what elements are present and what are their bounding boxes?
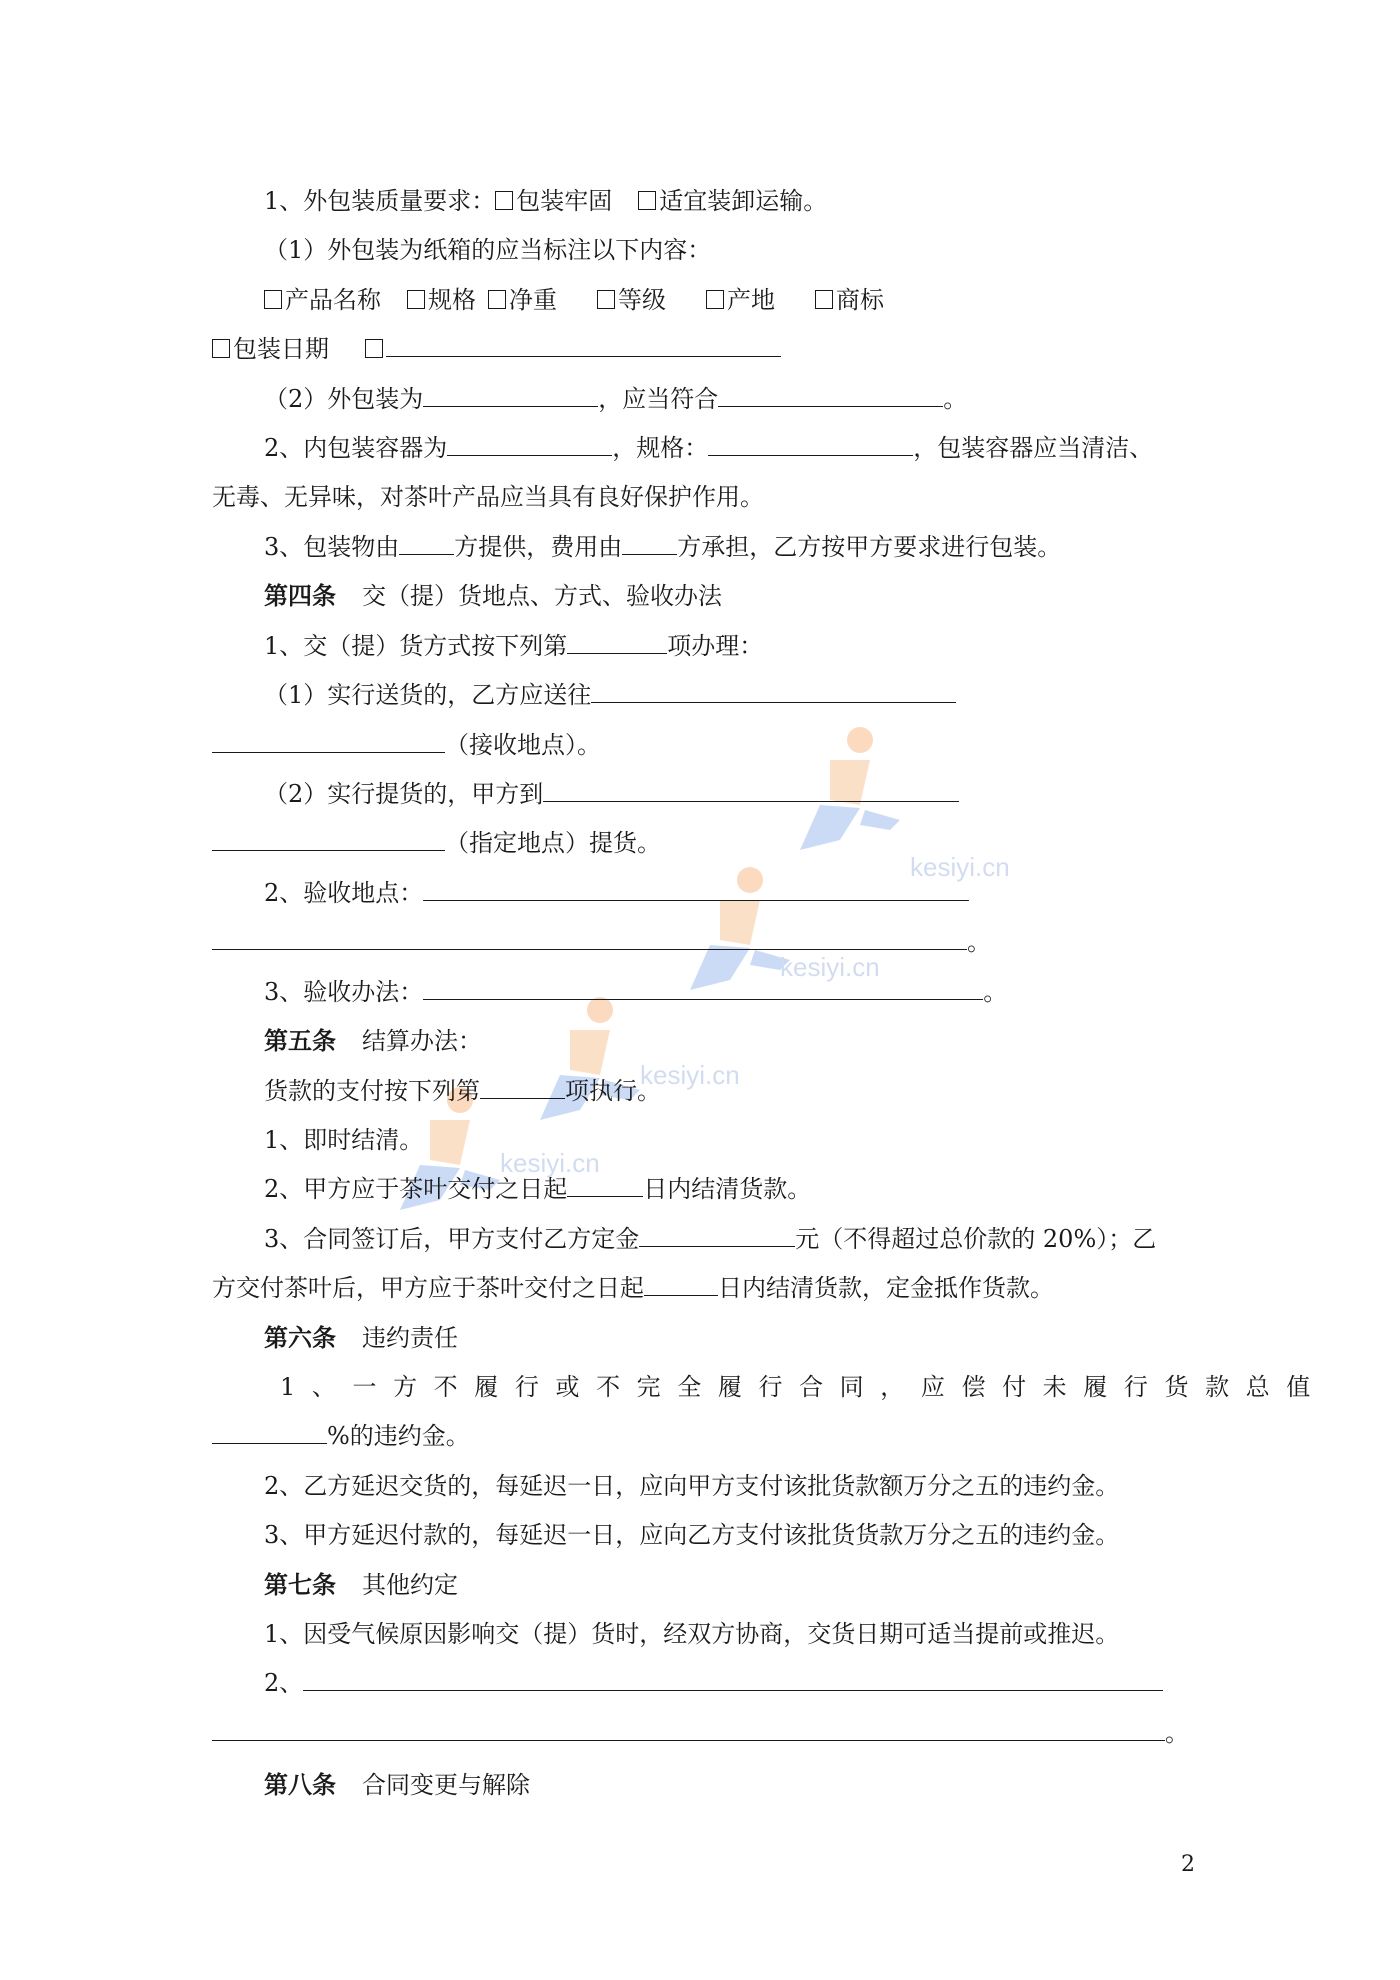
checkbox[interactable] <box>365 339 383 358</box>
clause-5-heading <box>264 1026 482 1056</box>
checkbox-label: 净重 <box>509 286 557 314</box>
checkbox-label: 包装日期 <box>233 335 329 363</box>
outer-packaging-label: （2）外包装为 <box>264 385 424 413</box>
checkbox[interactable] <box>706 290 724 309</box>
payment-item1-line <box>264 1125 423 1155</box>
payment-intro-tail: 项执行。 <box>565 1077 661 1105</box>
payment-item3-line <box>264 1224 1156 1254</box>
penalty-percent-blank[interactable] <box>212 1421 327 1444</box>
delivery-method-tail: 项办理： <box>667 632 764 660</box>
label-options-row1 <box>264 285 884 315</box>
packaging-quality-line <box>264 186 827 216</box>
delivery-sub1-line2 <box>212 730 601 760</box>
checkbox-label: 适宜装卸运输。 <box>659 187 828 215</box>
deposit-amount-blank[interactable] <box>639 1224 795 1247</box>
payment-item1-text: 1、即时结清。 <box>264 1126 424 1154</box>
settlement-days-blank[interactable] <box>567 1174 643 1197</box>
inner-container-requirement: 无毒、无异味，对茶叶产品应当具有良好保护作用。 <box>212 483 764 511</box>
packaging-material-text: 方承担，乙方按甲方要求进行包装。 <box>677 533 1062 561</box>
outer-packaging-standard-label: ，应当符合 <box>598 385 719 413</box>
breach-item1-text: 1、一方不履行或不完全履行合同，应偿付未履行货款总值 <box>280 1373 1327 1401</box>
checkbox[interactable] <box>815 290 833 309</box>
checkbox-label: 包装牢固 <box>516 187 613 215</box>
packaging-material-label: 3、包装物由 <box>264 533 400 561</box>
payment-intro-line <box>264 1076 661 1106</box>
delivery-sub1-text: （1）实行送货的，乙方应送往 <box>264 681 592 709</box>
designated-place-label: （指定地点）提货。 <box>445 829 661 857</box>
watermark-text: kesiyi.cn <box>640 1060 740 1090</box>
delivery-option-blank[interactable] <box>567 631 667 654</box>
payment-intro-label: 货款的支付按下列第 <box>264 1077 480 1105</box>
carton-labeling-line <box>264 235 711 265</box>
payment-item3-label: 3、合同签订后，甲方支付乙方定金 <box>264 1225 640 1253</box>
delivery-method-line <box>264 631 763 661</box>
clause-title: 其他约定 <box>362 1571 458 1599</box>
checkbox[interactable] <box>597 290 615 309</box>
payment-item3-line2-tail: 日内结清货款，定金抵作货款。 <box>718 1274 1054 1302</box>
clause-4-heading <box>264 581 722 611</box>
designated-place-blank[interactable] <box>212 828 445 851</box>
pickup-address-blank[interactable] <box>543 779 959 802</box>
watermark-text: kesiyi.cn <box>500 1148 600 1178</box>
payment-item2-label: 2、甲方应于茶叶交付之日起 <box>264 1175 568 1203</box>
breach-item1-line2 <box>212 1421 470 1451</box>
cost-bearer-blank[interactable] <box>622 532 677 555</box>
other-label-blank[interactable] <box>386 334 781 357</box>
inspection-method-blank[interactable] <box>423 977 983 1000</box>
checkbox[interactable] <box>407 290 425 309</box>
payment-item3-line2-label: 方交付茶叶后，甲方应于茶叶交付之日起 <box>212 1274 644 1302</box>
page-number: 2 <box>1181 1852 1195 1877</box>
checkbox-label: 等级 <box>618 286 666 314</box>
delivery-sub1-line <box>264 680 956 710</box>
receiving-place-label: （接收地点）。 <box>445 731 601 759</box>
clause-number: 第四条 <box>264 581 336 610</box>
checkbox[interactable] <box>638 191 656 210</box>
clause-title: 合同变更与解除 <box>362 1771 530 1799</box>
receiving-place-blank[interactable] <box>212 730 445 753</box>
clause-title: 结算办法： <box>362 1027 482 1055</box>
spec-label: ，规格： <box>612 434 709 462</box>
checkbox-label: 商标 <box>836 286 884 314</box>
clause-number: 第六条 <box>264 1323 336 1352</box>
payment-option-blank[interactable] <box>480 1076 565 1099</box>
other-terms-blank[interactable] <box>303 1668 1163 1691</box>
pickup-sub2-text: （2）实行提货的，甲方到 <box>264 780 544 808</box>
payment-item3-line2 <box>212 1273 1054 1303</box>
clause-6-heading <box>264 1323 458 1353</box>
label-options-row2 <box>212 334 781 364</box>
clause-title: 违约责任 <box>362 1324 458 1352</box>
deposit-settlement-days-blank[interactable] <box>644 1273 718 1296</box>
cost-bearer-label: 方提供，费用由 <box>454 533 623 561</box>
checkbox-label: 规格 <box>428 286 476 314</box>
payment-item3-text: 元（不得超过总价款的 20%）；乙 <box>795 1225 1157 1253</box>
clause-number: 第五条 <box>264 1026 336 1055</box>
clause-8-heading <box>264 1770 530 1800</box>
inspection-place-blank[interactable] <box>423 878 969 901</box>
breach-item1-tail: %的违约金。 <box>327 1422 470 1450</box>
watermark-text: kesiyi.cn <box>780 952 880 982</box>
inner-container-text: ，包装容器应当清洁、 <box>913 434 1154 462</box>
breach-item2-text: 2、乙方延迟交货的，每延迟一日，应向甲方支付该批货款额万分之五的违约金。 <box>264 1472 1120 1500</box>
spec-blank[interactable] <box>708 433 913 456</box>
other-terms-blank-2[interactable] <box>212 1718 1165 1741</box>
clause-7-heading <box>264 1570 458 1600</box>
period-text: 。 <box>967 928 991 956</box>
other-item1-text: 1、因受气候原因影响交（提）货时，经双方协商，交货日期可适当提前或推迟。 <box>264 1620 1120 1648</box>
other-item2-line <box>264 1668 1163 1698</box>
delivery-method-label: 1、交（提）货方式按下列第 <box>264 632 568 660</box>
outer-packaging-blank[interactable] <box>423 384 598 407</box>
checkbox-label: 产地 <box>727 286 775 314</box>
period-text: 。 <box>983 978 1008 1006</box>
provider-blank[interactable] <box>399 532 454 555</box>
inspection-method-line <box>264 977 1007 1007</box>
period-text: 。 <box>1165 1719 1189 1747</box>
inner-container-line2 <box>212 482 764 512</box>
clause-number: 第七条 <box>264 1570 336 1599</box>
packaging-material-line <box>264 532 1061 562</box>
period-text: 。 <box>943 385 968 413</box>
other-item2-line2 <box>212 1718 1189 1748</box>
breach-item3-line <box>264 1520 1119 1550</box>
packaging-quality-label: 1、外包装质量要求： <box>264 187 496 215</box>
inspection-place-line <box>264 878 969 908</box>
other-item2-label: 2、 <box>264 1669 304 1697</box>
pickup-sub2-line <box>264 779 959 809</box>
checkbox[interactable] <box>495 191 513 210</box>
other-item1-line <box>264 1619 1119 1649</box>
checkbox[interactable] <box>212 339 230 358</box>
carton-labeling-text: （1）外包装为纸箱的应当标注以下内容： <box>264 236 712 264</box>
payment-item2-tail: 日内结清货款。 <box>643 1175 812 1203</box>
inner-container-label: 2、内包装容器为 <box>264 434 448 462</box>
checkbox[interactable] <box>488 290 506 309</box>
clause-title: 交（提）货地点、方式、验收办法 <box>362 582 722 610</box>
clause-number: 第八条 <box>264 1770 336 1799</box>
checkbox-label: 产品名称 <box>285 286 381 314</box>
breach-item1-line <box>280 1372 1327 1402</box>
packaging-standard-blank[interactable] <box>718 384 943 407</box>
inner-container-blank[interactable] <box>447 433 612 456</box>
delivery-address-blank[interactable] <box>591 680 956 703</box>
inspection-place-label: 2、验收地点： <box>264 879 424 907</box>
inspection-place-blank-2[interactable] <box>212 927 967 950</box>
inspection-method-label: 3、验收办法： <box>264 978 424 1006</box>
inner-container-line <box>264 433 1153 463</box>
payment-item2-line <box>264 1174 811 1204</box>
checkbox[interactable] <box>264 290 282 309</box>
breach-item2-line <box>264 1471 1119 1501</box>
outer-packaging-line <box>264 384 967 414</box>
pickup-sub2-line2 <box>212 828 661 858</box>
watermark-text: kesiyi.cn <box>910 852 1010 882</box>
inspection-place-line2 <box>212 927 991 957</box>
breach-item3-text: 3、甲方延迟付款的，每延迟一日，应向乙方支付该批货货款万分之五的违约金。 <box>264 1521 1120 1549</box>
